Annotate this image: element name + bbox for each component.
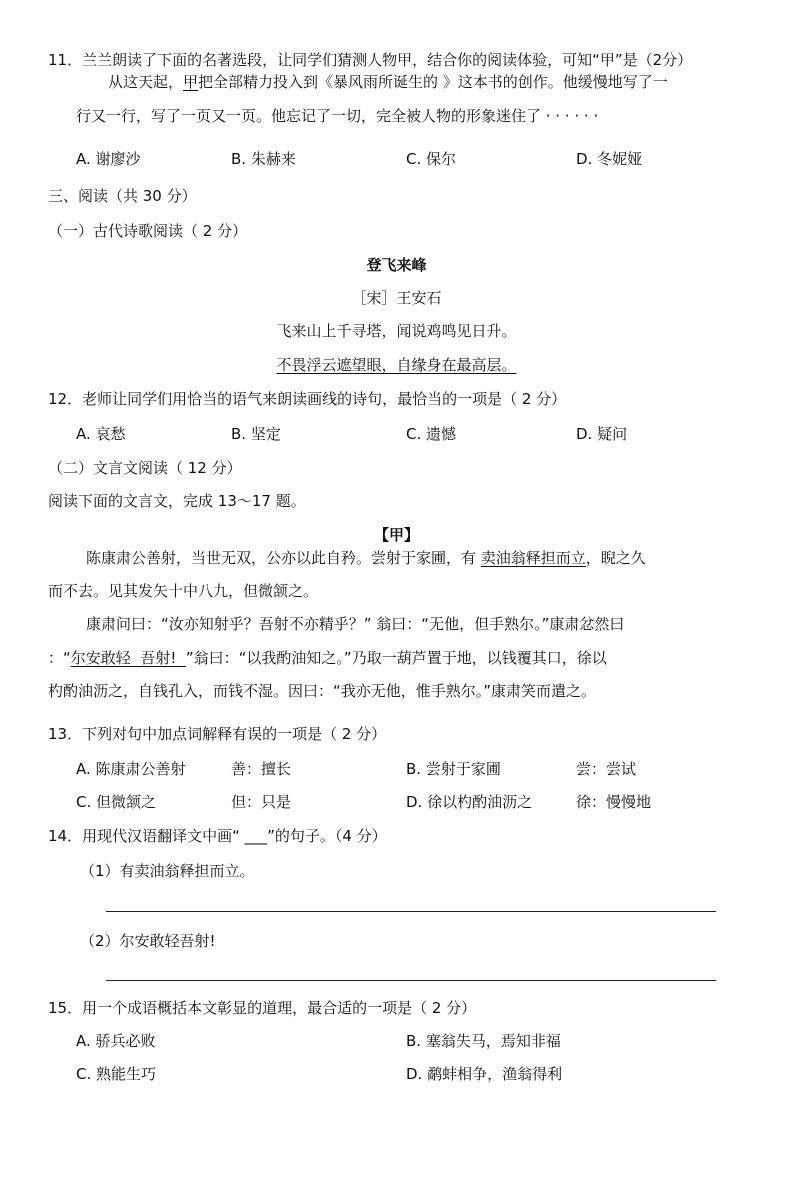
q13-option-a-gloss: 善：擅长 <box>231 760 292 778</box>
q11-passage-text-2: 把全部精力投入到《暴风雨所诞生的 》这本书的创作。他缓慢地写了一 <box>198 73 668 91</box>
q14-stem: 14．用现代汉语翻译文中画“ ___”的句子。（4 分） <box>48 827 387 845</box>
q15-option-a: A. 骄兵必败 <box>76 1032 156 1050</box>
classical-underlined-1: 卖油翁释担而立 <box>480 549 586 567</box>
q11-jia: 甲 <box>183 73 199 91</box>
classical-p2-line3: 杓酌油沥之，自钱孔入，而钱不湿。因曰：“我亦无他，惟手熟尔。”康肃笑而遣之。 <box>48 682 597 700</box>
q15-stem: 15．用一个成语概括本文彰显的道理，最合适的一项是（ 2 分） <box>48 999 477 1017</box>
q11-stem: 11．兰兰朗读了下面的名著选段，让同学们猜测人物甲，结合你的阅读体验，可知“甲”是（2分） <box>48 51 693 69</box>
q14-sentence-2: （2）尔安敢轻吾射! <box>80 932 216 950</box>
q14-answer-line-2[interactable] <box>106 980 716 981</box>
q13-option-d-gloss: 徐：慢慢地 <box>576 793 652 811</box>
classical-p2-line1: 康肃问曰：“汝亦知射乎？吾射不亦精乎？” 翁曰：“无他，但手熟尔。”康肃忿然曰 <box>86 615 625 633</box>
classical-text-2: ，睨之久 <box>585 549 646 567</box>
part1-title: （一）古代诗歌阅读（ 2 分） <box>48 222 248 240</box>
classical-underlined-2: 尔安敢轻 吾射! <box>70 649 186 667</box>
classical-text-4: ”翁曰：“以我酌油知之。”乃取一葫芦置于地，以钱覆其口，徐以 <box>185 649 607 667</box>
q11-option-a: A. 谢廖沙 <box>76 150 141 168</box>
q11-option-b: B. 朱赫来 <box>231 150 296 168</box>
section-title: 三、阅读（共 30 分） <box>48 187 197 205</box>
q15-option-b: B. 塞翁失马，焉知非福 <box>406 1032 561 1050</box>
q13-option-b: B. 尝射于家圃 <box>406 760 501 778</box>
q11-passage-text: 从这天起， <box>108 73 184 91</box>
q13-stem: 13．下列对句中加点词解释有误的一项是（ 2 分） <box>48 725 387 743</box>
q13-option-c: C. 但微颔之 <box>76 793 157 811</box>
classical-p1-line2: 而不去。见其发矢十中八九，但微颔之。 <box>48 582 319 600</box>
classical-text-3: ：“ <box>48 649 71 667</box>
poem-author: ［宋］王安石 <box>351 289 442 307</box>
poem-title: 登飞来峰 <box>366 256 427 274</box>
part2-title: （二）文言文阅读（ 12 分） <box>48 459 242 477</box>
classical-p2-line2 <box>48 648 607 668</box>
q11-passage-line2: 行又一行，写了一页又一页。他忘记了一切，完全被人物的形象迷住了 · · · · · · <box>76 107 599 125</box>
classical-text: 陈康肃公善射，当世无双，公亦以此自矜。尝射于家圃，有 <box>86 549 481 567</box>
q13-option-b-gloss: 尝：尝试 <box>576 760 637 778</box>
q12-option-c: C. 遗憾 <box>406 425 457 443</box>
q15-option-d: D. 鹬蚌相争，渔翁得利 <box>406 1065 563 1083</box>
poem-line-2-underlined: 不畏浮云遮望眼，自缘身在最高层。 <box>276 356 517 374</box>
q12-option-b: B. 坚定 <box>231 425 281 443</box>
q14-answer-line-1[interactable] <box>106 911 716 912</box>
q12-stem: 12．老师让同学们用恰当的语气来朗读画线的诗句，最恰当的一项是（ 2 分） <box>48 390 567 408</box>
passage-label: 【甲】 <box>373 526 419 544</box>
q13-option-c-gloss: 但：只是 <box>231 793 292 811</box>
q13-option-a: A. 陈康肃公善射 <box>76 760 186 778</box>
poem-line-2 <box>0 355 793 375</box>
q13-option-d: D. 徐以杓酌油沥之 <box>406 793 533 811</box>
q11-option-d: D. 冬妮娅 <box>576 150 643 168</box>
classical-p1-line1 <box>86 548 646 568</box>
poem-line-1: 飞来山上千寻塔，闻说鸡鸣见日升。 <box>276 322 517 340</box>
q11-passage-line1 <box>108 72 668 92</box>
q15-option-c: C. 熟能生巧 <box>76 1065 157 1083</box>
q12-option-a: A. 哀愁 <box>76 425 126 443</box>
q11-option-c: C. 保尔 <box>406 150 457 168</box>
q14-sentence-1: （1）有卖油翁释担而立。 <box>80 862 255 880</box>
q12-option-d: D. 疑问 <box>576 425 628 443</box>
part2-instruction: 阅读下面的文言文，完成 13～17 题。 <box>48 492 306 510</box>
